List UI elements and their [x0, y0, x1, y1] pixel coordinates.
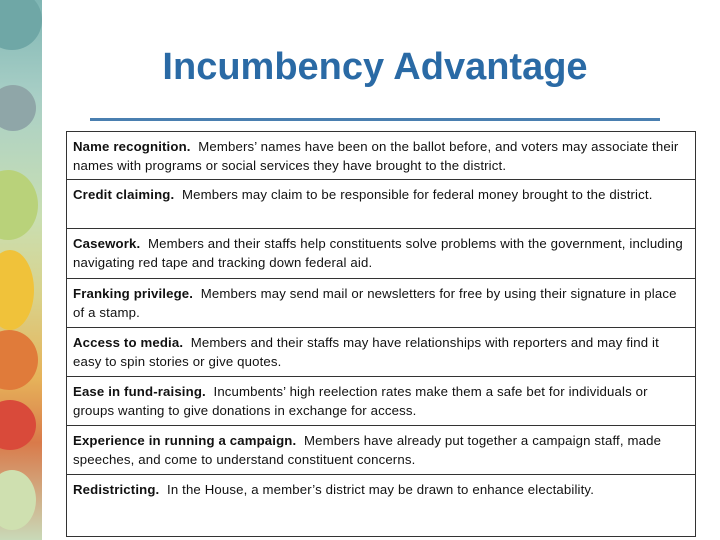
item-text: Members’ names have been on the ballot before, and voters may associate their names with programs or social services they have brought to the district. [73, 139, 679, 173]
advantages-list [66, 131, 696, 537]
list-item [66, 279, 696, 328]
item-term: Ease in fund-raising. [73, 383, 206, 399]
list-item [66, 180, 696, 229]
item-text: Members and their staffs help constituents solve problems with the government, including navigating red tape and tracking down federal aid. [73, 236, 683, 271]
item-term: Name recognition. [73, 139, 191, 154]
item-term: Franking privilege. [73, 285, 194, 301]
list-item [66, 377, 696, 426]
slide-title: Incumbency Advantage [162, 46, 588, 88]
title-divider [90, 118, 660, 121]
item-text: Incumbents’ high reelection rates make them a safe bet for individuals or groups wanting to give donations in exchange for access. [73, 383, 648, 418]
list-item [66, 229, 696, 278]
list-item [66, 426, 696, 475]
item-text: Members may send mail or newsletters for free by using their signature in place of a stamp. [73, 285, 677, 320]
list-item [66, 131, 696, 180]
item-term: Redistricting. [73, 482, 160, 498]
item-text: Members may claim to be responsible for federal money brought to the district. [181, 187, 653, 203]
item-text: Members and their staffs may have relationships with reporters and may find it easy to spin stories or give quotes. [73, 334, 659, 369]
item-term: Casework. [73, 236, 141, 252]
item-text: Members have already put together a campaign staff, made speeches, and come to understand constituent concerns. [73, 433, 662, 468]
list-item [66, 475, 696, 537]
item-term: Credit claiming. [73, 187, 175, 203]
item-term: Access to media. [73, 334, 184, 350]
item-term: Experience in running a campaign. [73, 433, 297, 449]
item-text: In the House, a member’s district may be drawn to enhance electability. [167, 482, 595, 498]
list-item [66, 328, 696, 377]
